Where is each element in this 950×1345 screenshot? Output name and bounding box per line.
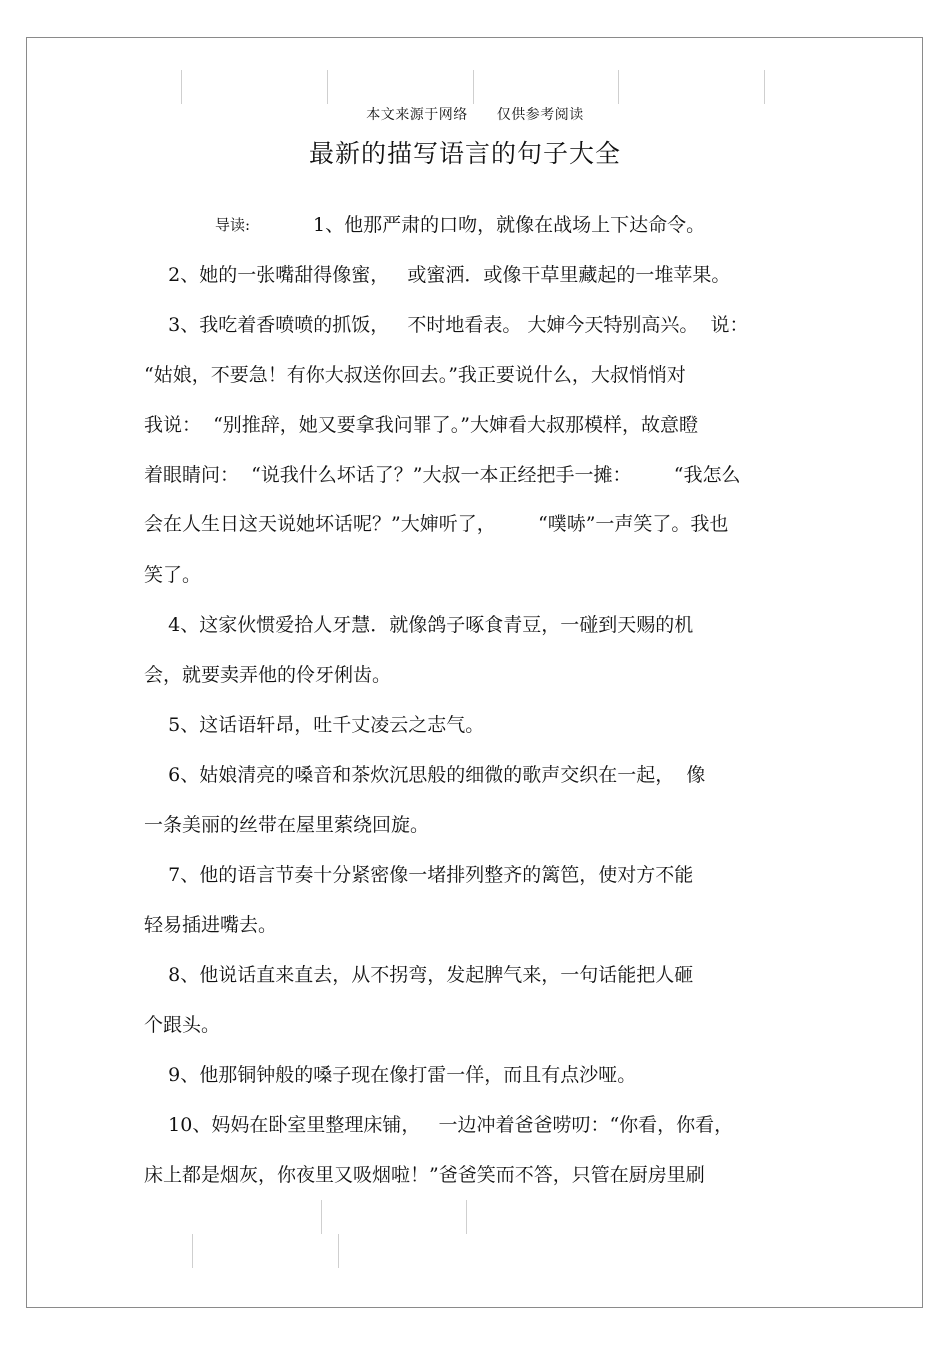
crop-mark [338, 1234, 339, 1268]
text-line: 笑了。 [144, 564, 202, 586]
header-note [0, 104, 950, 124]
crop-mark [473, 70, 474, 104]
reference-note: 仅供参考阅读 [496, 107, 584, 123]
text-line: 2、她的一张嘴甜得像蜜， 或蜜洒．或像干草里藏起的一堆苹果。 [144, 264, 731, 286]
crop-mark [466, 1200, 467, 1234]
text-line: 个跟头。 [144, 1014, 221, 1036]
source-note: 本文来源于网络 [366, 107, 468, 123]
text-line: 着眼睛问： “说我什么坏话了？”大叔一本正经把手一摊： “我怎么 [144, 464, 741, 486]
crop-mark [321, 1200, 322, 1234]
text-line: 9、他那铜钟般的嗓子现在像打雷一佯，而且有点沙哑。 [144, 1064, 637, 1086]
text-line: 4、这家伙惯爱拾人牙慧．就像鸽子啄食青豆，一碰到天赐的机 [144, 614, 694, 636]
crop-mark [327, 70, 328, 104]
crop-mark [764, 70, 765, 104]
lead-label: 导读: [215, 216, 251, 234]
text-line: 10、妈妈在卧室里整理床铺， 一边冲着爸爸唠叨：“你看，你看， [144, 1114, 734, 1136]
crop-mark [181, 70, 182, 104]
crop-mark [618, 70, 619, 104]
text-line: 我说： “别推辞，她又要拿我问罪了。”大婶看大叔那模样，故意瞪 [144, 414, 699, 436]
text-line: 5、这话语轩昂，吐千丈凌云之志气。 [144, 714, 485, 736]
text-line: 会在人生日这天说她坏话呢？”大婶听了， “噗哧”一声笑了。我也 [144, 513, 729, 535]
text-line: “姑娘，不要急！有你大叔送你回去。”我正要说什么，大叔悄悄对 [144, 364, 686, 386]
text-line: 7、他的语言节奏十分紧密像一堵排列整齐的篱笆，使对方不能 [144, 864, 694, 886]
crop-mark [192, 1234, 193, 1268]
text-line: 床上都是烟灰，你夜里又吸烟啦！”爸爸笑而不答，只管在厨房里刷 [144, 1164, 705, 1186]
text-line: 一条美丽的丝带在屋里萦绕回旋。 [144, 814, 430, 836]
text-line: 8、他说话直来直去，从不拐弯，发起脾气来，一句话能把人砸 [144, 964, 694, 986]
text-line: 6、姑娘清亮的嗓音和茶炊沉思般的细微的歌声交织在一起， 像 [144, 764, 706, 786]
text-line: 会，就要卖弄他的伶牙俐齿。 [144, 664, 392, 686]
document-title: 最新的描写语言的句子大全 [308, 139, 621, 168]
text-line: 轻易插进嘴去。 [144, 914, 278, 936]
text-line: 3、我吃着香喷喷的抓饭， 不时地看表。 大婶今天特别高兴。 说： [144, 314, 749, 336]
text-line: 1、他那严肃的口吻，就像在战场上下达命令。 [313, 214, 706, 236]
